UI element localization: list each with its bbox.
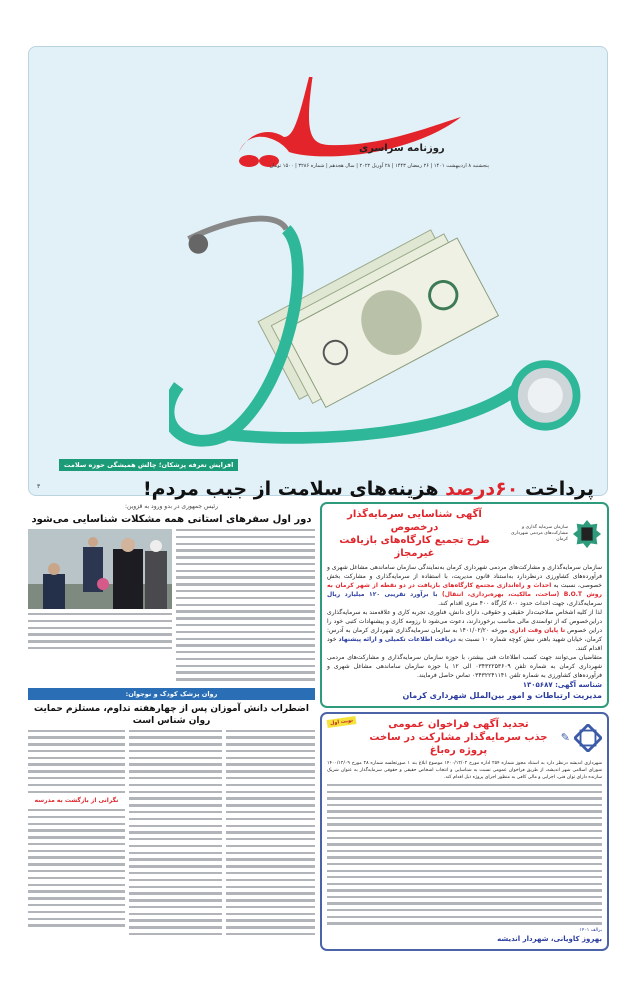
tagline: روزنامه سراسری [359,143,445,154]
story1-body [176,529,315,681]
ad2-body [327,784,602,925]
story2-kicker: روان پزشک کودک و نوجوان: [28,688,315,700]
headline-highlight: ۶۰درصد [445,478,519,500]
headline-part: پرداخت [518,478,594,500]
story1-kicker: رئیس جمهوری در بدو ورود به قزوین: [125,503,218,510]
ad1-title-line: طرح تجمیع کارگاه‌های بازیافت غیرمجاز [339,535,490,559]
story2-col3 [28,730,125,793]
story2-col2 [129,730,222,936]
ad1-title-line: آگهی شناسایی سرمایه‌گذار درخصوص [347,509,482,533]
investor-notice-ad [320,502,609,708]
headline-part: هزینه‌های سلامت از جیب مردم! [142,478,446,500]
ad2-title [360,718,557,757]
story2-headline[interactable]: اضطراب دانش آموزان پس از چهارهفته تداوم، مستلزم حمایت روان شناس است [34,703,309,726]
story2-subhead: نگرانی از بازگشت به مدرسه [34,797,119,804]
story1-photo [28,529,172,609]
story1-body-cont [28,613,172,649]
lead-story-panel [28,46,608,500]
lead-headline[interactable] [39,477,594,501]
andisheh-logo-script: ✎ [560,731,570,744]
kerman-emblem-icon [572,519,602,549]
left-column [28,503,315,935]
right-column [320,502,609,951]
ad2-date: برالف ۱۴۰۱ [579,927,602,933]
dateline: پنجشنبه ۸ اردیبهشت ۱۴۰۱ | ۲۶ رمضان ۱۴۴۳ | ۲۸ آوریل ۲۰۲۲ | سال هجدهم | شماره ۳۲۸۶ | ۱۵۰۰ تومان [269,163,489,169]
ad2-intro: شهرداری اندیشه درنظر دارد به استناد مجوز شماره ۲۵۴ اداره مورخ ۱۴۰۰/۱۲/۰۲ موضوع ابلاغ بند ۱ صورتجلسه شماره ۲۸ مورخ ۱۴۰۰/۱۲/۰۹ شورای اسلامی شهر اندیشه، از طریق فراخوان عمومی نسبت به شناسایی و انتخاب اشخاص حقیقی و حقوقی سرمایه‌گذار به عنوان شریک سازنده دارای توان فنی، اجرایی و مالی کافی به منظور اجرای پروژه ذیل اقدام کند. [327,761,603,780]
ad1-org: سازمان سرمایه گذاری و مشارکت‌های مردمی شهرداری کرمان [511,525,568,542]
ad1-body: سازمان سرمایه‌گذاری و مشارکت‌های مردمی شهرداری کرمان به‌نمایندگی سازمان ساماندهی مشاغل شهری و فرآورده‌های کشاورزی درنظردارد به‌استناد قانون مدیریت، با استفاده از سرمایه‌گذاری و مشارکت بخش خصوصی، نسبت به احداث و راه‌اندازی مجتمع کارگاه‌های بازیافت در دو نقطه از شهر کرمان به روش B.O.T (ساخت، مالکیت، بهره‌برداری، انتقال) با برآورد تقریبی ۱۲۰ میلیارد ریال سرمایه‌گذاری، جهت احداث حدود ۸۰۰ کارگاه ۴۰۰ متری اقدام کند. لذا از کلیه اشخاص صلاحیت‌دار حقیقی و حقوقی، دارای دانش، فناوری، تجربه کاری و علاقه‌مند به سرمایه‌گذاری دراین‌خصوص که از توانمندی مالی مناسب برخوردارند، دعوت می‌شود تا رزومه کاری و پیشنهادات کتبی خود را دراین خصوص تا پایان وقت اداری مورخه ۱۴۰۱/۰۲/۲۰ به سازمان سرمایه‌گذاری شهرداری کرمان به آدرس: کرمان، خیابان شهید باهنر، نبش کوچه شماره ۱۰ نسبت به دریافت اطلاعات تکمیلی و ارائه پیشنهاد خود اقدام کنند. متقاضیان می‌توانند جهت کسب اطلاعات فنی بیشتر، با حوزه سازمان سرمایه‌گذاری و مشارکت‌های مردمی شهرداری کرمان به شماره تلفن ۰۳۴۳۲۲۵۳۶۰۹ الی ۱۲ یا حوزه سازمان ساماندهی مشاغل شهری و فرآورده‌های کشاورزی به شماره تلفن ۰۳۴۳۲۲۴۱۱۴۱ تماس حاصل فرمایند. شناسه آگهی: ۱۳۰۵۶۸۷ مدیریت ارتباطات و امور بین‌الملل شهرداری کرمان [327,564,603,700]
ad2-signature: بهروز کاویانی، شهردار اندیشه [497,934,602,943]
ad2-title-line: جذب سرمایه‌گذار مشارکت در ساخت پروژه ره‌باغ [369,732,548,756]
ad1-title [327,508,502,560]
story2-col3b [28,809,125,927]
stethoscope-money-photo [169,197,599,457]
andisheh-emblem-icon [574,724,602,752]
ad1-id: شناسه آگهی: ۱۳۰۵۶۸۷ [522,681,602,689]
story2-col1 [226,730,315,936]
lead-kicker-tag: افزایش تعرفه پزشکان؛ چالش همیشگی حوزه سلامت [59,459,238,471]
ad1-signature: مدیریت ارتباطات و امور بین‌الملل شهرداری کرمان [402,691,602,700]
first-notice-badge: نوبت اول [327,716,357,728]
ad2-title-line: تجدید آگهی فراخوان عمومی [388,719,529,730]
page-reference: ۳ [37,483,41,490]
public-call-ad [320,712,609,951]
story1-headline[interactable]: دور اول سفرهای استانی همه مشکلات شناسایی می‌شود [31,514,312,525]
